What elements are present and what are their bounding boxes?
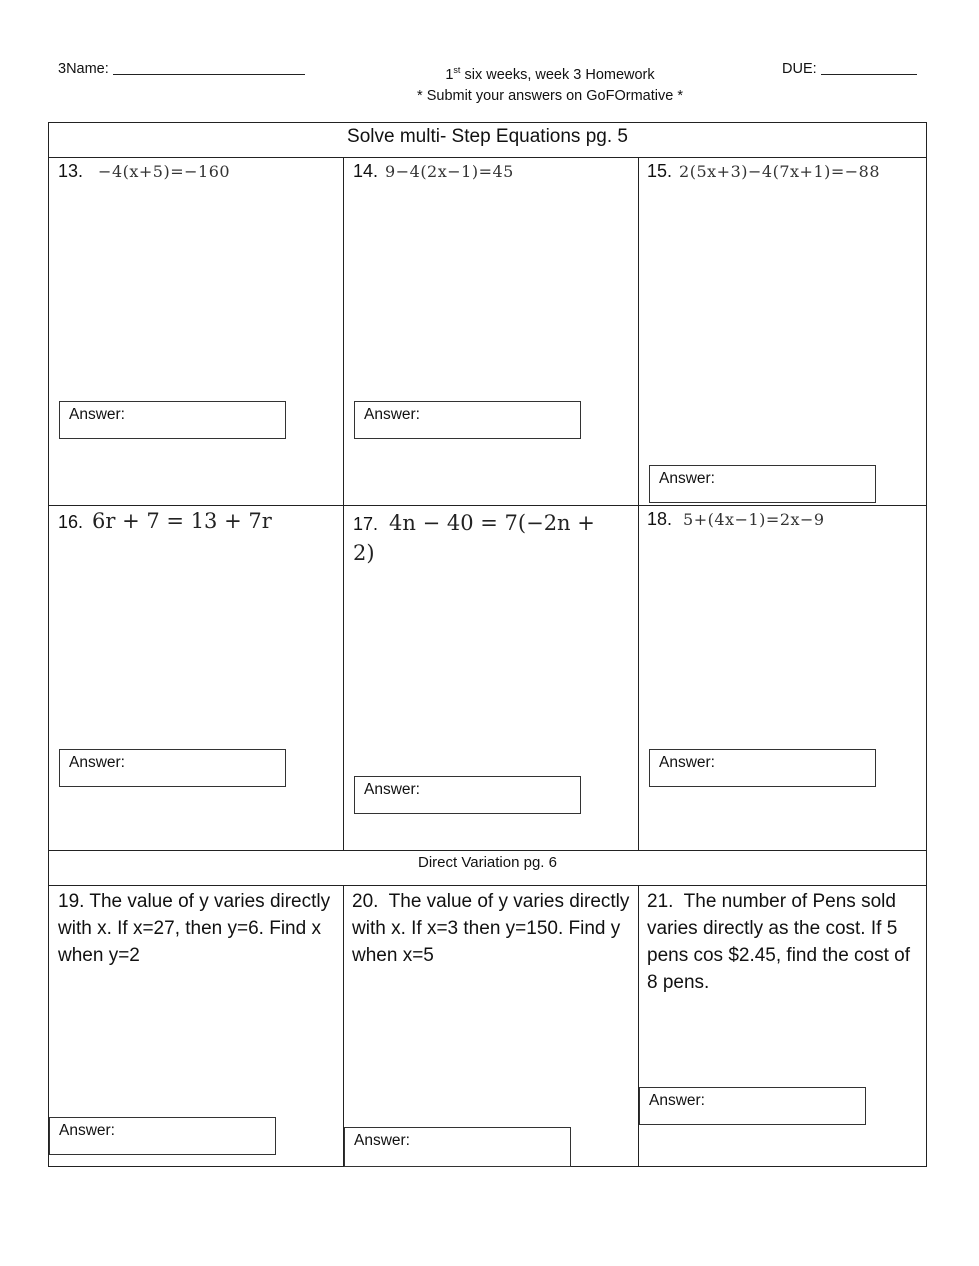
problem-text: The value of y varies directly with x. If x=3 then y=150. Find y when x=5 [352, 891, 630, 966]
week-line: 1st six weeks, week 3 Homework [445, 65, 655, 83]
problem-16 [58, 509, 272, 533]
problem-number: 15. [647, 161, 673, 181]
answer-box-17[interactable]: Answer: [354, 776, 581, 814]
section-title-direct-variation: Direct Variation pg. 6 [418, 854, 557, 871]
column-divider [638, 157, 639, 851]
column-divider [343, 885, 344, 1167]
answer-box-18[interactable]: Answer: [649, 749, 876, 787]
problem-number: 20. [352, 891, 379, 912]
equation: 2(5x+3)−4(7x+1)=−88 [679, 162, 881, 181]
table-rule [48, 157, 927, 158]
problem-text: The number of Pens sold varies directly as the cost. If 5 pens cos $2.45, find the cost of 8 pens. [647, 891, 911, 993]
answer-box-20[interactable]: Answer: [344, 1127, 571, 1167]
equation: −4(x+5)=−160 [98, 162, 231, 181]
problem-20 [352, 888, 634, 969]
name-label: 3Name: [58, 61, 109, 77]
answer-box-15[interactable]: Answer: [649, 465, 876, 503]
answer-box-16[interactable]: Answer: [59, 749, 286, 787]
table-rule [48, 850, 927, 851]
due-label: DUE: [782, 61, 817, 77]
problem-number: 13. [58, 161, 84, 181]
problem-14 [353, 161, 514, 182]
problem-21 [647, 888, 922, 996]
table-border-left [48, 122, 49, 1167]
problem-17 [353, 509, 595, 569]
answer-box-13[interactable]: Answer: [59, 401, 286, 439]
answer-box-21[interactable]: Answer: [639, 1087, 866, 1125]
problem-19 [58, 888, 334, 969]
table-border-right [926, 122, 927, 1167]
column-divider [343, 157, 344, 851]
problem-15 [647, 161, 880, 182]
problem-text: The value of y varies directly with x. If x=27, then y=6. Find x when y=2 [58, 891, 331, 966]
submit-note: * Submit your answers on GoFOrmative * [417, 88, 683, 104]
answer-box-14[interactable]: Answer: [354, 401, 581, 439]
problem-18 [647, 509, 825, 530]
problem-number: 14. [353, 161, 379, 181]
equation: 6r + 7 = 13 + 7r [92, 509, 272, 533]
equation: 4n − 40 = 7(−2n + [389, 511, 595, 535]
problem-13 [58, 161, 230, 182]
equation-continued: 2) [353, 541, 375, 565]
answer-box-19[interactable]: Answer: [49, 1117, 276, 1155]
problem-number: 21. [647, 891, 674, 912]
problem-number: 16. [58, 512, 84, 532]
table-border-top [48, 122, 927, 123]
table-rule [48, 885, 927, 886]
problem-number: 19. [58, 891, 85, 912]
problem-number: 18. [647, 509, 673, 529]
problem-number: 17. [353, 514, 379, 534]
table-rule [48, 505, 927, 506]
equation: 5+(4x−1)=2x−9 [683, 510, 825, 529]
section-title-equations: Solve multi- Step Equations pg. 5 [347, 126, 628, 147]
equation: 9−4(2x−1)=45 [385, 162, 514, 181]
